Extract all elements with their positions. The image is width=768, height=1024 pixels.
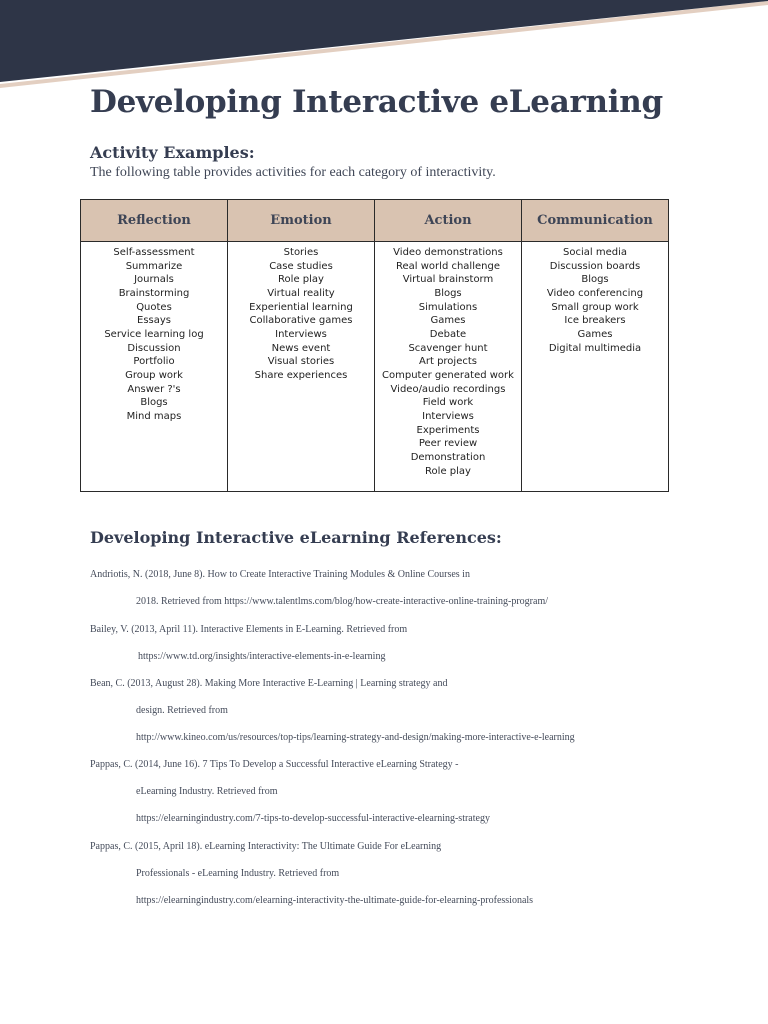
action-cell	[375, 242, 522, 492]
column-header-reflection: Reflection	[81, 200, 228, 242]
reference-line: Pappas, C. (2014, June 16). 7 Tips To Develop a Successful Interactive eLearning Strategy -	[90, 759, 459, 770]
list-item: Video conferencing	[546, 287, 644, 299]
list-item: Case studies	[269, 260, 333, 272]
list-item: Peer review	[418, 438, 478, 450]
page-title: Developing Interactive eLearning	[90, 84, 663, 120]
list-item: Virtual reality	[267, 287, 335, 299]
references-heading: Developing Interactive eLearning References:	[90, 528, 502, 547]
activity-table	[80, 199, 669, 492]
reference-line: 2018. Retrieved from https://www.talentlms.com/blog/how-create-interactive-online-training-program/	[136, 596, 549, 607]
list-item: Scavenger hunt	[408, 342, 488, 354]
reference-line: Andriotis, N. (2018, June 8). How to Create Interactive Training Modules & Online Courses in	[90, 569, 470, 580]
list-item: Digital multimedia	[548, 342, 642, 354]
list-item: Interviews	[275, 328, 327, 340]
list-item: Brainstorming	[118, 287, 190, 299]
reference-line: https://www.td.org/insights/interactive-elements-in-e-learning	[138, 651, 386, 662]
list-item: Demonstration	[410, 451, 486, 463]
reflection-cell	[81, 242, 228, 492]
list-item: Games	[430, 315, 466, 327]
list-item: Collaborative games	[249, 315, 353, 327]
list-item: Portfolio	[133, 356, 175, 368]
list-item: Virtual brainstorm	[402, 274, 494, 286]
column-header-communication: Communication	[522, 200, 669, 242]
list-item: Role play	[278, 274, 324, 286]
list-item: Small group work	[551, 301, 639, 313]
intro-text: The following table provides activities for each category of interactivity.	[90, 165, 496, 180]
list-item: Self-assessment	[113, 247, 195, 258]
list-item: Debate	[429, 328, 467, 340]
reference-line: https://elearningindustry.com/7-tips-to-develop-successful-interactive-elearning-strategy	[136, 813, 490, 824]
list-item: Discussion	[127, 342, 181, 354]
list-item: Stories	[283, 247, 319, 258]
list-item: Video demonstrations	[393, 247, 503, 258]
reference-line: Bean, C. (2013, August 28). Making More Interactive E-Learning | Learning strategy and	[90, 678, 448, 689]
reference-line: eLearning Industry. Retrieved from	[136, 786, 278, 797]
list-item: Ice breakers	[564, 315, 626, 327]
list-item: Games	[577, 328, 613, 340]
reference-line: http://www.kineo.com/us/resources/top-tips/learning-strategy-and-design/making-more-interactive-e-learning	[136, 732, 575, 743]
reference-line: design. Retrieved from	[136, 705, 228, 716]
list-item: Answer ?'s	[127, 383, 181, 395]
list-item: Experiments	[416, 424, 480, 436]
reference-line: Professionals - eLearning Industry. Retrieved from	[136, 868, 340, 879]
list-item: Simulations	[418, 301, 478, 313]
reference-line: Pappas, C. (2015, April 18). eLearning Interactivity: The Ultimate Guide For eLearning	[90, 841, 442, 852]
list-item: Essays	[137, 315, 171, 327]
column-header-action: Action	[375, 200, 522, 242]
activity-examples-heading: Activity Examples:	[90, 143, 255, 162]
list-item: Video/audio recordings	[390, 383, 506, 395]
list-item: Summarize	[125, 260, 183, 272]
list-item: News event	[271, 342, 331, 354]
list-item: Group work	[125, 369, 183, 381]
list-item: Real world challenge	[396, 260, 500, 272]
list-item: Blogs	[434, 287, 462, 299]
list-item: Mind maps	[126, 410, 182, 422]
list-item: Quotes	[136, 301, 172, 313]
emotion-cell	[228, 242, 375, 492]
list-item: Interviews	[422, 410, 474, 422]
list-item: Social media	[563, 247, 627, 258]
list-item: Experiential learning	[249, 301, 353, 313]
header-banner	[0, 0, 768, 90]
list-item: Discussion boards	[549, 260, 641, 272]
list-item: Visual stories	[267, 356, 335, 368]
list-item: Share experiences	[254, 369, 348, 381]
table-body-row	[81, 242, 669, 492]
banner-shape	[0, 0, 768, 82]
list-item: Role play	[425, 465, 471, 477]
list-item: Service learning log	[104, 328, 204, 340]
list-item: Journals	[134, 274, 174, 286]
reference-line: https://elearningindustry.com/elearning-interactivity-the-ultimate-guide-for-elearning-professionals	[136, 895, 534, 906]
reference-line: Bailey, V. (2013, April 11). Interactive Elements in E-Learning. Retrieved from	[90, 624, 408, 635]
column-header-emotion: Emotion	[228, 200, 375, 242]
communication-cell	[522, 242, 669, 492]
list-item: Art projects	[419, 356, 477, 368]
list-item: Blogs	[581, 274, 609, 286]
list-item: Field work	[422, 397, 474, 409]
table-header-row	[81, 200, 669, 242]
list-item: Computer generated work	[382, 369, 514, 381]
list-item: Blogs	[140, 397, 168, 409]
